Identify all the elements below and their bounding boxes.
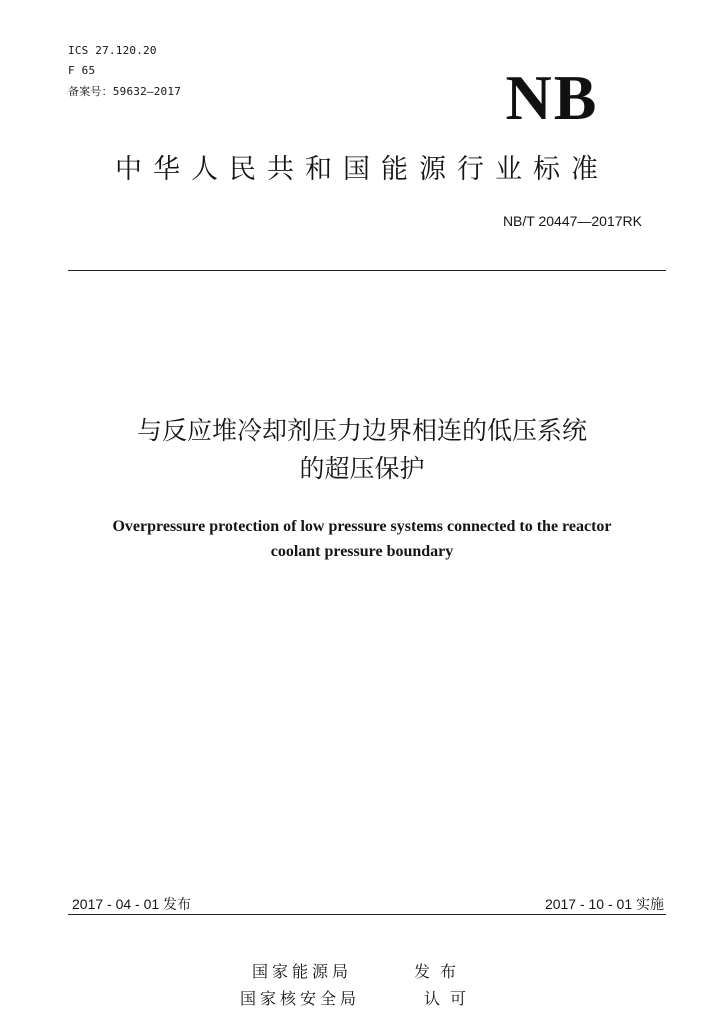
issuer-nea: 国家能源局 — [252, 962, 353, 981]
effective-date: 2017 - 10 - 01 实施 — [544, 896, 664, 912]
filing-number: 备案号：59632—2017 — [68, 85, 182, 98]
issuer-nnsa-action: 认可 — [424, 989, 477, 1008]
title-cn-line1: 与反应堆冷却剂压力边界相连的低压系统 — [136, 416, 587, 445]
title-en-line1: Overpressure protection of low pressure systems connected to the reactor — [112, 518, 612, 535]
header-divider — [68, 270, 666, 271]
footer-divider — [68, 914, 666, 915]
publish-date: 2017 - 04 - 01 发布 — [72, 896, 192, 912]
title-cn-line2: 的超压保护 — [299, 454, 425, 483]
standard-title: 中华人民共和国能源行业标准 — [115, 154, 609, 185]
classification-code: F 65 — [68, 64, 96, 77]
standard-number: NB/T 20447—2017RK — [502, 213, 642, 229]
issuer-nnsa: 国家核安全局 — [240, 989, 361, 1008]
title-en-line2: coolant pressure boundary — [270, 543, 454, 560]
issuer-nea-action: 发布 — [414, 962, 467, 981]
ics-code: ICS 27.120.20 — [68, 44, 157, 57]
nb-logo: NB — [505, 62, 599, 133]
